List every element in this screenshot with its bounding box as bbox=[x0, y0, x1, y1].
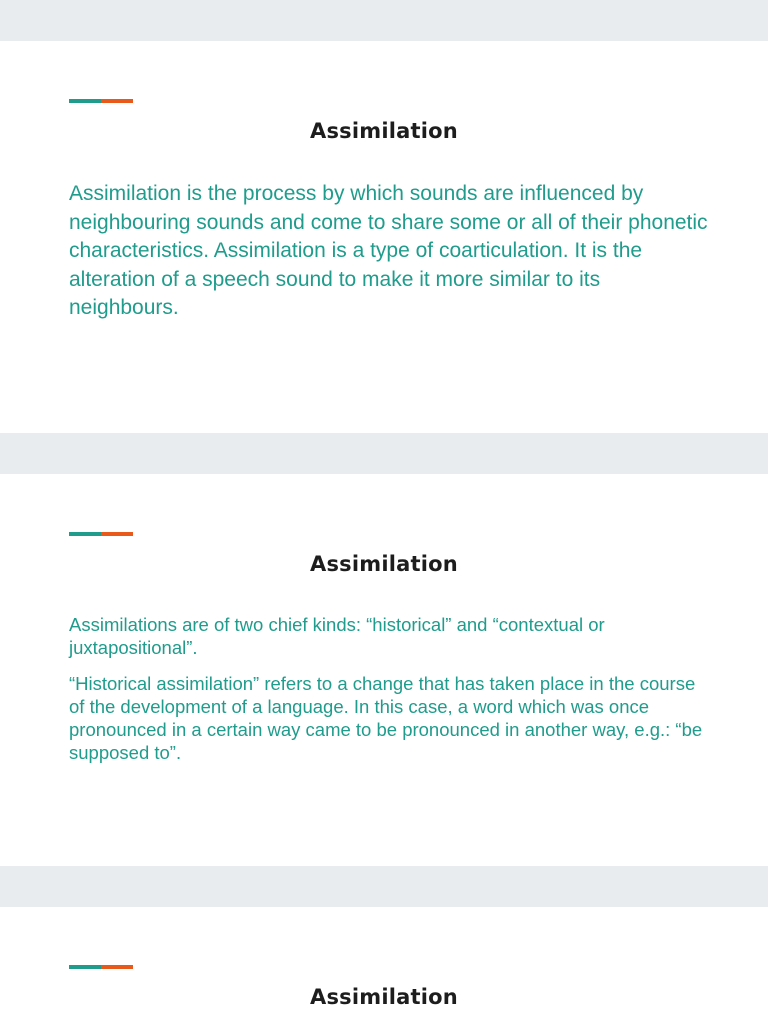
accent-bar bbox=[69, 532, 133, 536]
slide-body bbox=[69, 613, 709, 777]
slide-separator bbox=[0, 0, 768, 41]
accent-bar-orange bbox=[101, 99, 133, 103]
body-paragraph: Assimilation is the process by which sounds are influenced by neighbouring sounds and come to share some or all of their phonetic characteristics. Assimilation is a type of coarticulation. It is the alteration of a speech sound to make it more similar to its neighbours. bbox=[69, 182, 708, 319]
body-paragraph: Assimilations are of two chief kinds: “historical” and “contextual or juxtapositional”. bbox=[69, 614, 605, 659]
slide-separator bbox=[0, 866, 768, 907]
accent-bar-orange bbox=[101, 965, 133, 969]
body-paragraph: “Historical assimilation” refers to a change that has taken place in the course of the development of a language. In this case, a word which was once pronounced in a certain way came to be pronounced in another way, e.g.: “be supposed to”. bbox=[69, 672, 703, 764]
slide-separator bbox=[0, 433, 768, 474]
slide-title: Assimilation bbox=[310, 985, 458, 1009]
accent-bar-teal bbox=[69, 965, 101, 969]
accent-bar-teal bbox=[69, 532, 101, 536]
slide-3 bbox=[0, 907, 768, 1024]
slide-2 bbox=[0, 474, 768, 866]
accent-bar-teal bbox=[69, 99, 101, 103]
slide-1 bbox=[0, 41, 768, 433]
accent-bar-orange bbox=[101, 532, 133, 536]
accent-bar bbox=[69, 99, 133, 103]
accent-bar bbox=[69, 965, 133, 969]
slide-title: Assimilation bbox=[310, 552, 458, 576]
slide-title: Assimilation bbox=[310, 119, 458, 143]
slide-body bbox=[69, 180, 709, 323]
